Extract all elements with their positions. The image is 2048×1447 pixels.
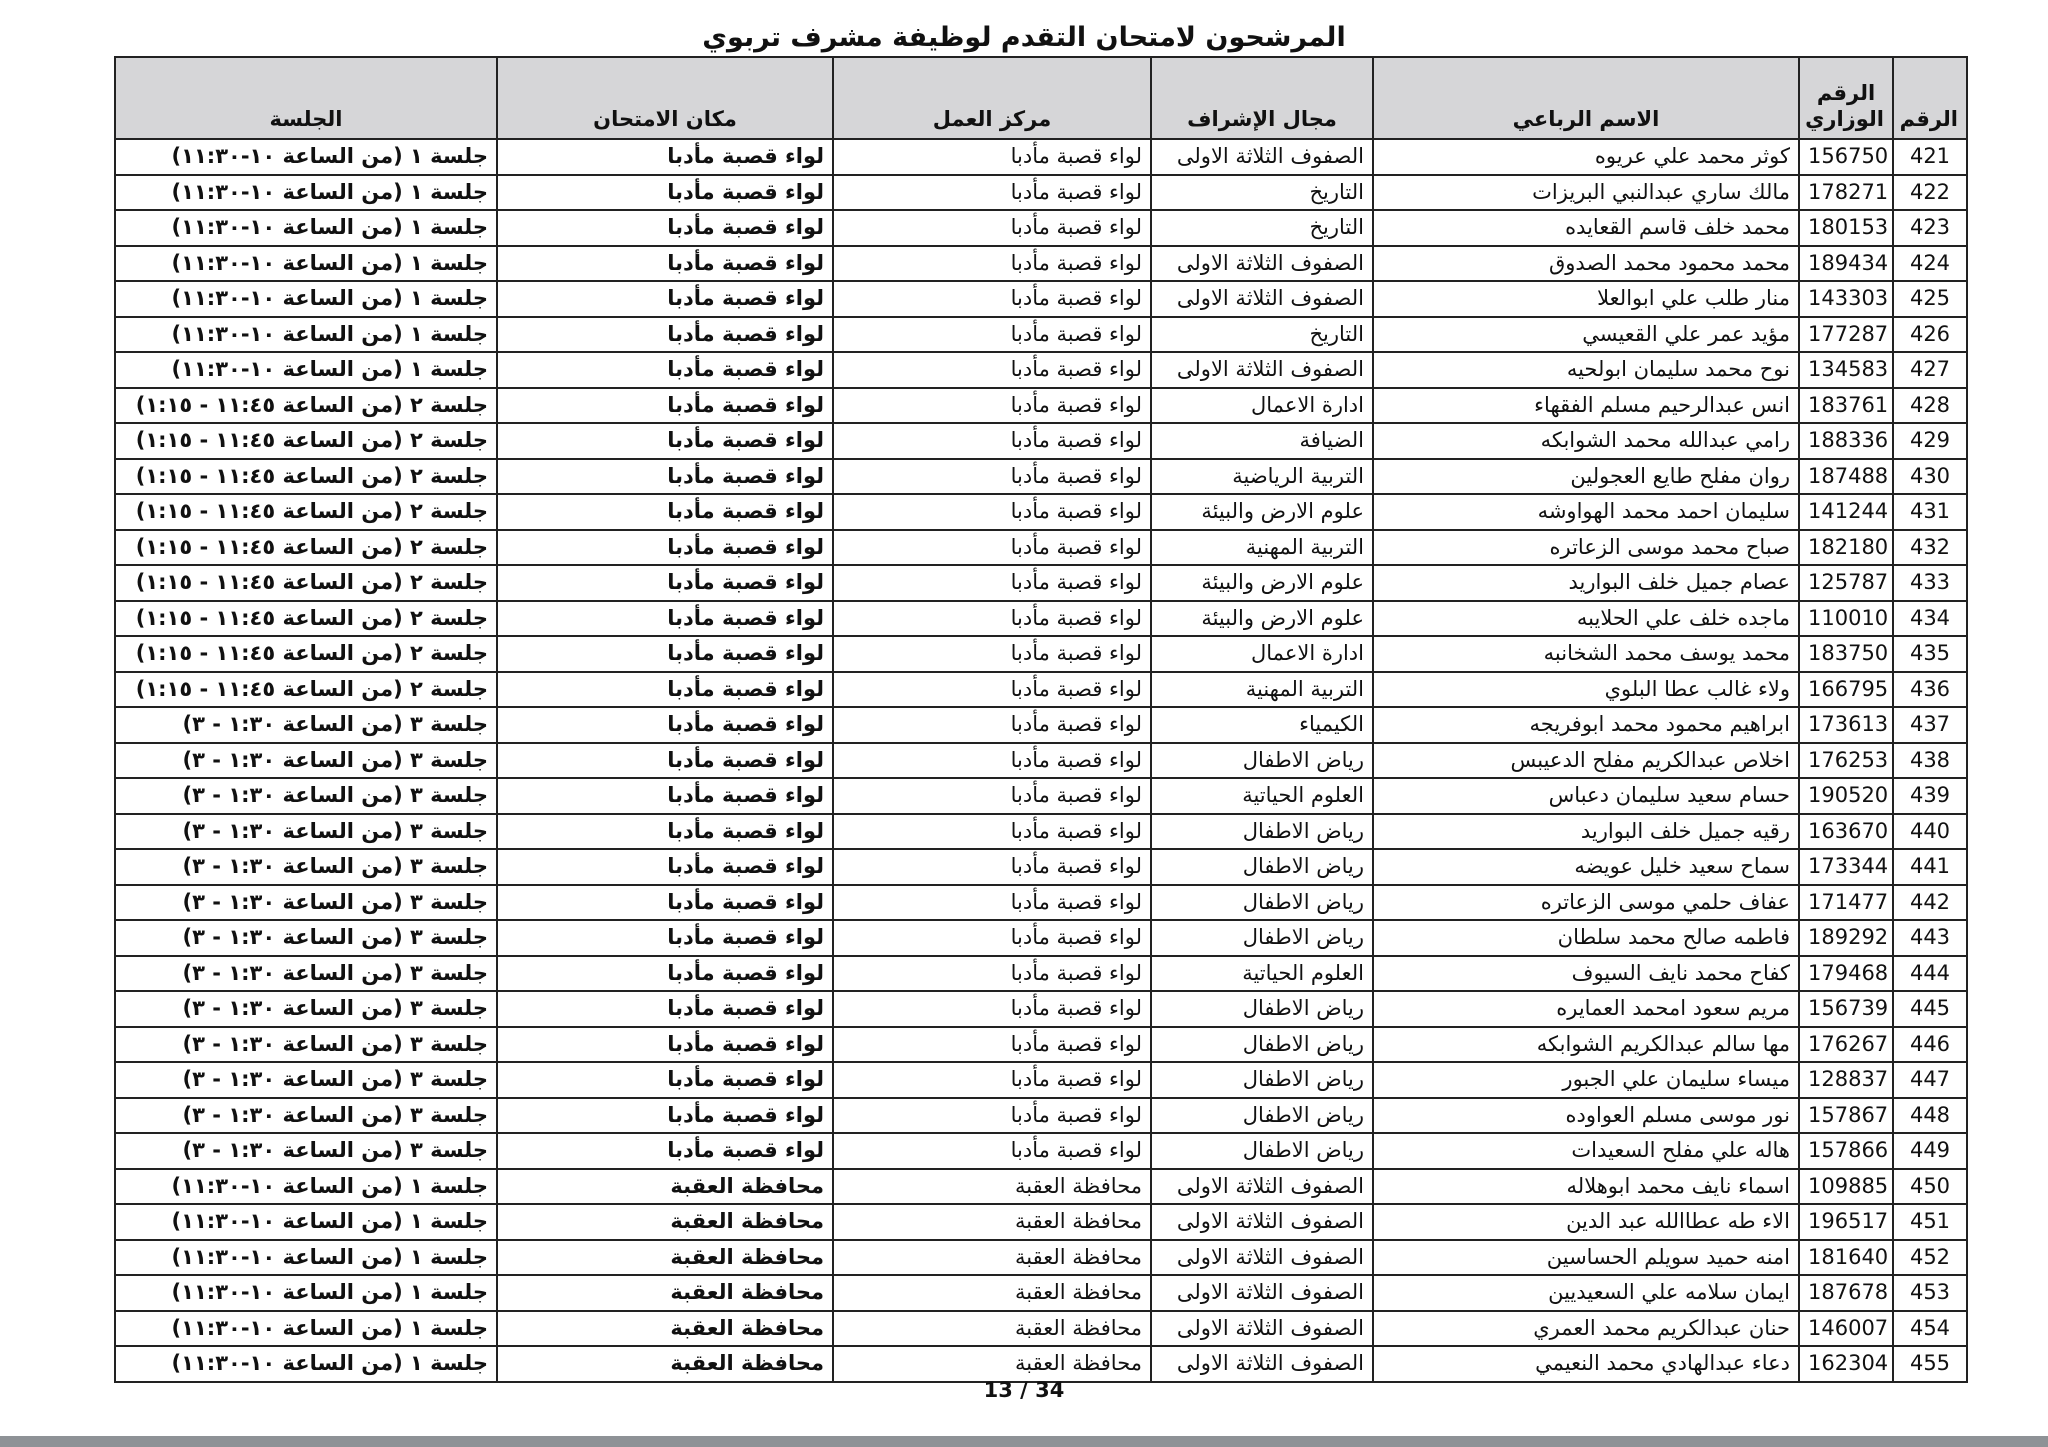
cell-exam-place: لواء قصبة مأدبا bbox=[497, 885, 833, 921]
table-row bbox=[115, 530, 1967, 566]
table-row bbox=[115, 1098, 1967, 1134]
cell-name: ايمان سلامه علي السعيديين bbox=[1373, 1275, 1799, 1311]
candidates-table bbox=[114, 56, 1968, 1383]
cell-field: علوم الارض والبيئة bbox=[1151, 494, 1373, 530]
cell-exam-place: لواء قصبة مأدبا bbox=[497, 636, 833, 672]
cell-num: 430 bbox=[1893, 459, 1967, 495]
cell-exam-place: لواء قصبة مأدبا bbox=[497, 672, 833, 708]
cell-work-center: لواء قصبة مأدبا bbox=[833, 139, 1151, 175]
cell-ministry-num: 157866 bbox=[1799, 1133, 1893, 1169]
cell-session: جلسة ٢ (من الساعة ١١:٤٥ - ١:١٥) bbox=[115, 530, 497, 566]
cell-exam-place: لواء قصبة مأدبا bbox=[497, 281, 833, 317]
cell-ministry-num: 180153 bbox=[1799, 210, 1893, 246]
cell-exam-place: لواء قصبة مأدبا bbox=[497, 956, 833, 992]
cell-field: العلوم الحياتية bbox=[1151, 956, 1373, 992]
cell-exam-place: لواء قصبة مأدبا bbox=[497, 565, 833, 601]
cell-work-center: لواء قصبة مأدبا bbox=[833, 672, 1151, 708]
cell-field: الصفوف الثلاثة الاولى bbox=[1151, 281, 1373, 317]
cell-session: جلسة ٣ (من الساعة ١:٣٠ - ٣) bbox=[115, 885, 497, 921]
cell-ministry-num: 183761 bbox=[1799, 388, 1893, 424]
cell-num: 434 bbox=[1893, 601, 1967, 637]
cell-session: جلسة ١ (من الساعة ١٠-١١:٣٠) bbox=[115, 139, 497, 175]
cell-name: نور موسى مسلم العواوده bbox=[1373, 1098, 1799, 1134]
cell-field: رياض الاطفال bbox=[1151, 1062, 1373, 1098]
cell-session: جلسة ١ (من الساعة ١٠-١١:٣٠) bbox=[115, 1240, 497, 1276]
cell-work-center: لواء قصبة مأدبا bbox=[833, 814, 1151, 850]
table-row bbox=[115, 317, 1967, 353]
table-row bbox=[115, 1169, 1967, 1205]
page-number: 13 / 34 bbox=[983, 1378, 1065, 1402]
cell-field: الصفوف الثلاثة الاولى bbox=[1151, 246, 1373, 282]
cell-ministry-num: 183750 bbox=[1799, 636, 1893, 672]
cell-name: مالك ساري عبدالنبي البريزات bbox=[1373, 175, 1799, 211]
cell-ministry-num: 162304 bbox=[1799, 1346, 1893, 1382]
cell-exam-place: لواء قصبة مأدبا bbox=[497, 139, 833, 175]
cell-name: روان مفلح طايع العجولين bbox=[1373, 459, 1799, 495]
table-row bbox=[115, 246, 1967, 282]
cell-field: رياض الاطفال bbox=[1151, 849, 1373, 885]
cell-ministry-num: 156739 bbox=[1799, 991, 1893, 1027]
cell-num: 448 bbox=[1893, 1098, 1967, 1134]
table-row bbox=[115, 139, 1967, 175]
cell-session: جلسة ٣ (من الساعة ١:٣٠ - ٣) bbox=[115, 956, 497, 992]
cell-session: جلسة ١ (من الساعة ١٠-١١:٣٠) bbox=[115, 1346, 497, 1382]
cell-num: 442 bbox=[1893, 885, 1967, 921]
cell-num: 422 bbox=[1893, 175, 1967, 211]
cell-exam-place: لواء قصبة مأدبا bbox=[497, 210, 833, 246]
cell-ministry-num: 128837 bbox=[1799, 1062, 1893, 1098]
cell-ministry-num: 156750 bbox=[1799, 139, 1893, 175]
table-row bbox=[115, 956, 1967, 992]
cell-field: الصفوف الثلاثة الاولى bbox=[1151, 139, 1373, 175]
cell-num: 435 bbox=[1893, 636, 1967, 672]
cell-exam-place: محافظة العقبة bbox=[497, 1169, 833, 1205]
cell-exam-place: لواء قصبة مأدبا bbox=[497, 1133, 833, 1169]
table-row bbox=[115, 814, 1967, 850]
cell-num: 421 bbox=[1893, 139, 1967, 175]
cell-ministry-num: 125787 bbox=[1799, 565, 1893, 601]
cell-num: 451 bbox=[1893, 1204, 1967, 1240]
cell-num: 440 bbox=[1893, 814, 1967, 850]
cell-field: العلوم الحياتية bbox=[1151, 778, 1373, 814]
cell-ministry-num: 163670 bbox=[1799, 814, 1893, 850]
cell-field: علوم الارض والبيئة bbox=[1151, 601, 1373, 637]
cell-work-center: لواء قصبة مأدبا bbox=[833, 1027, 1151, 1063]
cell-field: التاريخ bbox=[1151, 175, 1373, 211]
cell-num: 441 bbox=[1893, 849, 1967, 885]
cell-ministry-num: 134583 bbox=[1799, 352, 1893, 388]
cell-ministry-num: 189292 bbox=[1799, 920, 1893, 956]
cell-ministry-num: 190520 bbox=[1799, 778, 1893, 814]
cell-ministry-num: 157867 bbox=[1799, 1098, 1893, 1134]
table-row bbox=[115, 1062, 1967, 1098]
cell-name: كوثر محمد علي عريوه bbox=[1373, 139, 1799, 175]
cell-work-center: لواء قصبة مأدبا bbox=[833, 494, 1151, 530]
cell-session: جلسة ٢ (من الساعة ١١:٤٥ - ١:١٥) bbox=[115, 459, 497, 495]
cell-name: اخلاص عبدالكريم مفلح الدعيبس bbox=[1373, 743, 1799, 779]
cell-num: 436 bbox=[1893, 672, 1967, 708]
cell-work-center: لواء قصبة مأدبا bbox=[833, 352, 1151, 388]
cell-exam-place: لواء قصبة مأدبا bbox=[497, 920, 833, 956]
cell-ministry-num: 109885 bbox=[1799, 1169, 1893, 1205]
cell-session: جلسة ١ (من الساعة ١٠-١١:٣٠) bbox=[115, 1204, 497, 1240]
cell-num: 438 bbox=[1893, 743, 1967, 779]
cell-num: 433 bbox=[1893, 565, 1967, 601]
cell-work-center: لواء قصبة مأدبا bbox=[833, 920, 1151, 956]
cell-work-center: لواء قصبة مأدبا bbox=[833, 281, 1151, 317]
cell-name: دعاء عبدالهادي محمد النعيمي bbox=[1373, 1346, 1799, 1382]
cell-session: جلسة ٣ (من الساعة ١:٣٠ - ٣) bbox=[115, 743, 497, 779]
cell-field: رياض الاطفال bbox=[1151, 1098, 1373, 1134]
cell-work-center: لواء قصبة مأدبا bbox=[833, 636, 1151, 672]
cell-ministry-num: 141244 bbox=[1799, 494, 1893, 530]
cell-exam-place: لواء قصبة مأدبا bbox=[497, 743, 833, 779]
header-work-center: مركز العمل bbox=[833, 57, 1151, 139]
cell-name: صباح محمد موسى الزعاتره bbox=[1373, 530, 1799, 566]
cell-num: 437 bbox=[1893, 707, 1967, 743]
cell-ministry-num: 166795 bbox=[1799, 672, 1893, 708]
header-ministry-num: الرقم الوزاري bbox=[1799, 57, 1893, 139]
cell-work-center: محافظة العقبة bbox=[833, 1240, 1151, 1276]
cell-work-center: محافظة العقبة bbox=[833, 1169, 1151, 1205]
cell-num: 445 bbox=[1893, 991, 1967, 1027]
cell-session: جلسة ٣ (من الساعة ١:٣٠ - ٣) bbox=[115, 1062, 497, 1098]
cell-work-center: لواء قصبة مأدبا bbox=[833, 849, 1151, 885]
cell-num: 439 bbox=[1893, 778, 1967, 814]
cell-name: مها سالم عبدالكريم الشوابكه bbox=[1373, 1027, 1799, 1063]
cell-num: 424 bbox=[1893, 246, 1967, 282]
cell-num: 429 bbox=[1893, 423, 1967, 459]
cell-ministry-num: 110010 bbox=[1799, 601, 1893, 637]
cell-work-center: لواء قصبة مأدبا bbox=[833, 317, 1151, 353]
table-row bbox=[115, 707, 1967, 743]
cell-session: جلسة ٣ (من الساعة ١:٣٠ - ٣) bbox=[115, 1133, 497, 1169]
cell-name: ولاء غالب عطا البلوي bbox=[1373, 672, 1799, 708]
cell-name: ماجده خلف علي الحلايبه bbox=[1373, 601, 1799, 637]
table-row bbox=[115, 565, 1967, 601]
cell-session: جلسة ٣ (من الساعة ١:٣٠ - ٣) bbox=[115, 920, 497, 956]
cell-field: الصفوف الثلاثة الاولى bbox=[1151, 1169, 1373, 1205]
cell-num: 449 bbox=[1893, 1133, 1967, 1169]
cell-name: اسماء نايف محمد ابوهلاله bbox=[1373, 1169, 1799, 1205]
cell-ministry-num: 143303 bbox=[1799, 281, 1893, 317]
cell-exam-place: لواء قصبة مأدبا bbox=[497, 494, 833, 530]
cell-num: 450 bbox=[1893, 1169, 1967, 1205]
cell-name: عصام جميل خلف البواريد bbox=[1373, 565, 1799, 601]
table-header-row bbox=[115, 57, 1967, 139]
cell-exam-place: محافظة العقبة bbox=[497, 1311, 833, 1347]
cell-ministry-num: 188336 bbox=[1799, 423, 1893, 459]
cell-name: فاطمه صالح محمد سلطان bbox=[1373, 920, 1799, 956]
cell-field: الصفوف الثلاثة الاولى bbox=[1151, 1346, 1373, 1382]
cell-field: الصفوف الثلاثة الاولى bbox=[1151, 1311, 1373, 1347]
cell-work-center: محافظة العقبة bbox=[833, 1346, 1151, 1382]
cell-work-center: لواء قصبة مأدبا bbox=[833, 210, 1151, 246]
cell-field: الكيمياء bbox=[1151, 707, 1373, 743]
cell-name: عفاف حلمي موسى الزعاتره bbox=[1373, 885, 1799, 921]
cell-work-center: لواء قصبة مأدبا bbox=[833, 707, 1151, 743]
cell-field: رياض الاطفال bbox=[1151, 743, 1373, 779]
cell-exam-place: لواء قصبة مأدبا bbox=[497, 1027, 833, 1063]
cell-name: رقيه جميل خلف البواريد bbox=[1373, 814, 1799, 850]
cell-exam-place: لواء قصبة مأدبا bbox=[497, 707, 833, 743]
cell-work-center: لواء قصبة مأدبا bbox=[833, 530, 1151, 566]
table-row bbox=[115, 1346, 1967, 1382]
cell-work-center: لواء قصبة مأدبا bbox=[833, 1133, 1151, 1169]
cell-num: 452 bbox=[1893, 1240, 1967, 1276]
cell-num: 428 bbox=[1893, 388, 1967, 424]
cell-ministry-num: 171477 bbox=[1799, 885, 1893, 921]
cell-num: 431 bbox=[1893, 494, 1967, 530]
cell-session: جلسة ٢ (من الساعة ١١:٤٥ - ١:١٥) bbox=[115, 388, 497, 424]
cell-ministry-num: 176253 bbox=[1799, 743, 1893, 779]
cell-session: جلسة ١ (من الساعة ١٠-١١:٣٠) bbox=[115, 281, 497, 317]
cell-field: ادارة الاعمال bbox=[1151, 388, 1373, 424]
cell-work-center: محافظة العقبة bbox=[833, 1204, 1151, 1240]
cell-exam-place: لواء قصبة مأدبا bbox=[497, 388, 833, 424]
table-row bbox=[115, 601, 1967, 637]
table-row bbox=[115, 494, 1967, 530]
cell-exam-place: لواء قصبة مأدبا bbox=[497, 849, 833, 885]
cell-exam-place: لواء قصبة مأدبا bbox=[497, 175, 833, 211]
cell-name: امنه حميد سويلم الحساسين bbox=[1373, 1240, 1799, 1276]
cell-field: التاريخ bbox=[1151, 210, 1373, 246]
cell-field: التاريخ bbox=[1151, 317, 1373, 353]
table-row bbox=[115, 743, 1967, 779]
cell-session: جلسة ١ (من الساعة ١٠-١١:٣٠) bbox=[115, 1311, 497, 1347]
cell-ministry-num: 173344 bbox=[1799, 849, 1893, 885]
cell-name: كفاح محمد نايف السيوف bbox=[1373, 956, 1799, 992]
cell-name: رامي عبدالله محمد الشوابكه bbox=[1373, 423, 1799, 459]
cell-session: جلسة ١ (من الساعة ١٠-١١:٣٠) bbox=[115, 1169, 497, 1205]
cell-exam-place: محافظة العقبة bbox=[497, 1346, 833, 1382]
table-row bbox=[115, 352, 1967, 388]
cell-work-center: لواء قصبة مأدبا bbox=[833, 1098, 1151, 1134]
cell-exam-place: محافظة العقبة bbox=[497, 1240, 833, 1276]
cell-field: الصفوف الثلاثة الاولى bbox=[1151, 352, 1373, 388]
cell-work-center: لواء قصبة مأدبا bbox=[833, 743, 1151, 779]
cell-exam-place: لواء قصبة مأدبا bbox=[497, 991, 833, 1027]
cell-exam-place: لواء قصبة مأدبا bbox=[497, 459, 833, 495]
cell-session: جلسة ٢ (من الساعة ١١:٤٥ - ١:١٥) bbox=[115, 494, 497, 530]
cell-num: 427 bbox=[1893, 352, 1967, 388]
table-row bbox=[115, 778, 1967, 814]
cell-name: انس عبدالرحيم مسلم الفقهاء bbox=[1373, 388, 1799, 424]
cell-name: مؤيد عمر علي القعيسي bbox=[1373, 317, 1799, 353]
header-session: الجلسة bbox=[115, 57, 497, 139]
header-num: الرقم bbox=[1893, 57, 1967, 139]
header-field: مجال الإشراف bbox=[1151, 57, 1373, 139]
cell-exam-place: لواء قصبة مأدبا bbox=[497, 778, 833, 814]
cell-session: جلسة ٣ (من الساعة ١:٣٠ - ٣) bbox=[115, 1098, 497, 1134]
table-row bbox=[115, 459, 1967, 495]
cell-ministry-num: 177287 bbox=[1799, 317, 1893, 353]
table-row bbox=[115, 1027, 1967, 1063]
cell-name: سليمان احمد محمد الهواوشه bbox=[1373, 494, 1799, 530]
cell-field: رياض الاطفال bbox=[1151, 1133, 1373, 1169]
table-row bbox=[115, 1204, 1967, 1240]
table-row bbox=[115, 636, 1967, 672]
cell-num: 454 bbox=[1893, 1311, 1967, 1347]
cell-session: جلسة ٣ (من الساعة ١:٣٠ - ٣) bbox=[115, 849, 497, 885]
cell-session: جلسة ١ (من الساعة ١٠-١١:٣٠) bbox=[115, 246, 497, 282]
cell-session: جلسة ٢ (من الساعة ١١:٤٥ - ١:١٥) bbox=[115, 423, 497, 459]
table-row bbox=[115, 1240, 1967, 1276]
cell-name: ابراهيم محمود محمد ابوفريجه bbox=[1373, 707, 1799, 743]
cell-work-center: لواء قصبة مأدبا bbox=[833, 246, 1151, 282]
cell-field: التربية المهنية bbox=[1151, 672, 1373, 708]
cell-exam-place: محافظة العقبة bbox=[497, 1275, 833, 1311]
cell-exam-place: محافظة العقبة bbox=[497, 1204, 833, 1240]
cell-field: رياض الاطفال bbox=[1151, 991, 1373, 1027]
cell-session: جلسة ٣ (من الساعة ١:٣٠ - ٣) bbox=[115, 991, 497, 1027]
cell-num: 443 bbox=[1893, 920, 1967, 956]
cell-field: التربية الرياضية bbox=[1151, 459, 1373, 495]
cell-name: مريم سعود امحمد العمايره bbox=[1373, 991, 1799, 1027]
cell-session: جلسة ٢ (من الساعة ١١:٤٥ - ١:١٥) bbox=[115, 565, 497, 601]
cell-field: ادارة الاعمال bbox=[1151, 636, 1373, 672]
cell-session: جلسة ٣ (من الساعة ١:٣٠ - ٣) bbox=[115, 707, 497, 743]
cell-ministry-num: 182180 bbox=[1799, 530, 1893, 566]
cell-exam-place: لواء قصبة مأدبا bbox=[497, 317, 833, 353]
cell-session: جلسة ٣ (من الساعة ١:٣٠ - ٣) bbox=[115, 814, 497, 850]
header-name: الاسم الرباعي bbox=[1373, 57, 1799, 139]
cell-name: محمد يوسف محمد الشخانبه bbox=[1373, 636, 1799, 672]
cell-name: منار طلب علي ابوالعلا bbox=[1373, 281, 1799, 317]
cell-field: الصفوف الثلاثة الاولى bbox=[1151, 1204, 1373, 1240]
cell-work-center: لواء قصبة مأدبا bbox=[833, 778, 1151, 814]
cell-ministry-num: 179468 bbox=[1799, 956, 1893, 992]
cell-work-center: لواء قصبة مأدبا bbox=[833, 601, 1151, 637]
cell-work-center: لواء قصبة مأدبا bbox=[833, 423, 1151, 459]
cell-exam-place: لواء قصبة مأدبا bbox=[497, 1062, 833, 1098]
cell-work-center: لواء قصبة مأدبا bbox=[833, 459, 1151, 495]
cell-session: جلسة ١ (من الساعة ١٠-١١:٣٠) bbox=[115, 317, 497, 353]
cell-session: جلسة ٢ (من الساعة ١١:٤٥ - ١:١٥) bbox=[115, 672, 497, 708]
cell-session: جلسة ١ (من الساعة ١٠-١١:٣٠) bbox=[115, 175, 497, 211]
cell-session: جلسة ١ (من الساعة ١٠-١١:٣٠) bbox=[115, 210, 497, 246]
cell-work-center: لواء قصبة مأدبا bbox=[833, 956, 1151, 992]
cell-ministry-num: 189434 bbox=[1799, 246, 1893, 282]
cell-num: 423 bbox=[1893, 210, 1967, 246]
table-row bbox=[115, 672, 1967, 708]
cell-name: حسام سعيد سليمان دعباس bbox=[1373, 778, 1799, 814]
table-row bbox=[115, 210, 1967, 246]
table-row bbox=[115, 849, 1967, 885]
cell-name: محمد محمود محمد الصدوق bbox=[1373, 246, 1799, 282]
cell-name: الاء طه عطاالله عبد الدين bbox=[1373, 1204, 1799, 1240]
cell-num: 444 bbox=[1893, 956, 1967, 992]
cell-work-center: لواء قصبة مأدبا bbox=[833, 1062, 1151, 1098]
cell-exam-place: لواء قصبة مأدبا bbox=[497, 246, 833, 282]
cell-exam-place: لواء قصبة مأدبا bbox=[497, 352, 833, 388]
table-row bbox=[115, 1311, 1967, 1347]
cell-session: جلسة ٢ (من الساعة ١١:٤٥ - ١:١٥) bbox=[115, 601, 497, 637]
cell-field: الصفوف الثلاثة الاولى bbox=[1151, 1275, 1373, 1311]
cell-num: 447 bbox=[1893, 1062, 1967, 1098]
table-row bbox=[115, 175, 1967, 211]
cell-exam-place: لواء قصبة مأدبا bbox=[497, 1098, 833, 1134]
cell-exam-place: لواء قصبة مأدبا bbox=[497, 423, 833, 459]
table-row bbox=[115, 920, 1967, 956]
title-text: المرشحون لامتحان التقدم لوظيفة مشرف تربوي bbox=[702, 22, 1346, 53]
table-row bbox=[115, 1133, 1967, 1169]
cell-ministry-num: 196517 bbox=[1799, 1204, 1893, 1240]
cell-num: 425 bbox=[1893, 281, 1967, 317]
cell-ministry-num: 173613 bbox=[1799, 707, 1893, 743]
cell-name: ميساء سليمان علي الجبور bbox=[1373, 1062, 1799, 1098]
cell-field: رياض الاطفال bbox=[1151, 814, 1373, 850]
cell-work-center: لواء قصبة مأدبا bbox=[833, 991, 1151, 1027]
cell-session: جلسة ١ (من الساعة ١٠-١١:٣٠) bbox=[115, 1275, 497, 1311]
table-row bbox=[115, 423, 1967, 459]
cell-work-center: لواء قصبة مأدبا bbox=[833, 175, 1151, 211]
scan-edge bbox=[0, 1436, 2048, 1447]
cell-name: نوح محمد سليمان ابولحيه bbox=[1373, 352, 1799, 388]
cell-num: 426 bbox=[1893, 317, 1967, 353]
cell-session: جلسة ٣ (من الساعة ١:٣٠ - ٣) bbox=[115, 778, 497, 814]
cell-exam-place: لواء قصبة مأدبا bbox=[497, 601, 833, 637]
cell-work-center: لواء قصبة مأدبا bbox=[833, 565, 1151, 601]
page-title bbox=[0, 22, 2048, 53]
cell-name: محمد خلف قاسم القعايده bbox=[1373, 210, 1799, 246]
cell-field: رياض الاطفال bbox=[1151, 920, 1373, 956]
cell-name: هاله علي مفلح السعيدات bbox=[1373, 1133, 1799, 1169]
table-row bbox=[115, 885, 1967, 921]
cell-ministry-num: 181640 bbox=[1799, 1240, 1893, 1276]
cell-num: 432 bbox=[1893, 530, 1967, 566]
cell-work-center: لواء قصبة مأدبا bbox=[833, 885, 1151, 921]
cell-name: حنان عبدالكريم محمد العمري bbox=[1373, 1311, 1799, 1347]
cell-ministry-num: 176267 bbox=[1799, 1027, 1893, 1063]
cell-exam-place: لواء قصبة مأدبا bbox=[497, 814, 833, 850]
cell-work-center: محافظة العقبة bbox=[833, 1311, 1151, 1347]
table-row bbox=[115, 388, 1967, 424]
cell-name: سماح سعيد خليل عويضه bbox=[1373, 849, 1799, 885]
cell-work-center: لواء قصبة مأدبا bbox=[833, 388, 1151, 424]
cell-work-center: محافظة العقبة bbox=[833, 1275, 1151, 1311]
cell-exam-place: لواء قصبة مأدبا bbox=[497, 530, 833, 566]
cell-ministry-num: 187678 bbox=[1799, 1275, 1893, 1311]
table-row bbox=[115, 1275, 1967, 1311]
table-row bbox=[115, 281, 1967, 317]
header-exam-place: مكان الامتحان bbox=[497, 57, 833, 139]
cell-num: 446 bbox=[1893, 1027, 1967, 1063]
cell-field: الضيافة bbox=[1151, 423, 1373, 459]
cell-field: علوم الارض والبيئة bbox=[1151, 565, 1373, 601]
table-row bbox=[115, 991, 1967, 1027]
cell-field: رياض الاطفال bbox=[1151, 1027, 1373, 1063]
cell-num: 453 bbox=[1893, 1275, 1967, 1311]
cell-ministry-num: 146007 bbox=[1799, 1311, 1893, 1347]
cell-field: الصفوف الثلاثة الاولى bbox=[1151, 1240, 1373, 1276]
cell-session: جلسة ٣ (من الساعة ١:٣٠ - ٣) bbox=[115, 1027, 497, 1063]
cell-ministry-num: 187488 bbox=[1799, 459, 1893, 495]
cell-ministry-num: 178271 bbox=[1799, 175, 1893, 211]
cell-num: 455 bbox=[1893, 1346, 1967, 1382]
cell-field: رياض الاطفال bbox=[1151, 885, 1373, 921]
cell-session: جلسة ١ (من الساعة ١٠-١١:٣٠) bbox=[115, 352, 497, 388]
cell-session: جلسة ٢ (من الساعة ١١:٤٥ - ١:١٥) bbox=[115, 636, 497, 672]
cell-field: التربية المهنية bbox=[1151, 530, 1373, 566]
